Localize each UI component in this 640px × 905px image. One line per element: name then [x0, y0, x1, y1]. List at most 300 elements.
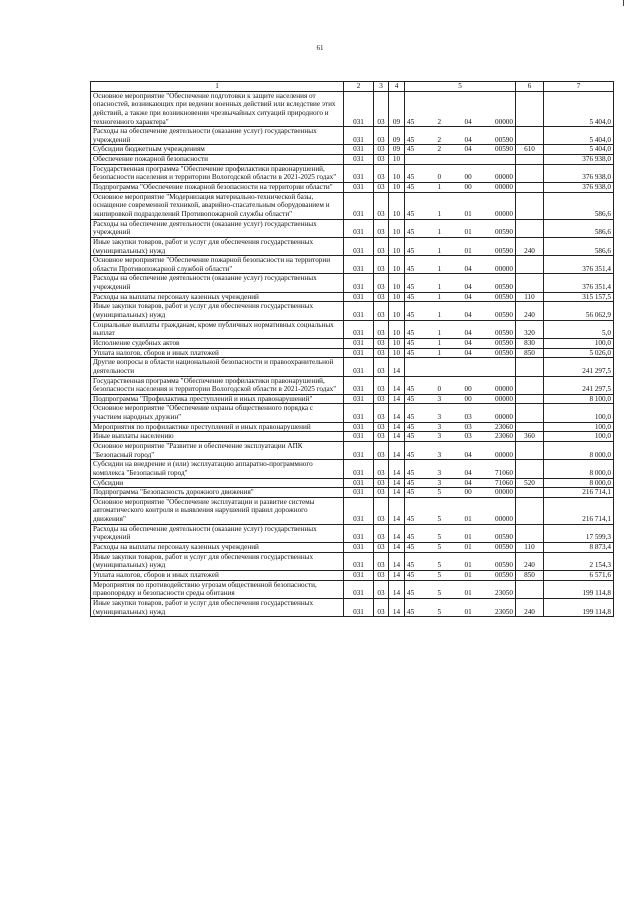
row-target-article	[405, 497, 516, 524]
row-amount: 8 000,0	[544, 460, 614, 478]
row-admin-code: 031	[344, 320, 374, 338]
target-article-part: 00000	[495, 183, 513, 192]
target-article-part: 1	[437, 338, 442, 347]
row-admin-code: 031	[344, 302, 374, 320]
target-article-part: 45	[407, 543, 415, 552]
target-article-parts	[407, 247, 513, 256]
target-article-parts	[407, 451, 513, 460]
row-name: Субсидии на внедрение и (или) эксплуатацию аппаратно-программного комплекса "Безопасный город"	[91, 460, 344, 478]
target-article-part: 3	[437, 413, 442, 422]
target-article-part: 5	[437, 515, 442, 524]
row-section-code: 03	[374, 552, 389, 570]
row-subsection-code: 09	[389, 91, 405, 127]
row-admin-code: 031	[344, 183, 374, 193]
row-admin-code: 031	[344, 292, 374, 302]
row-amount: 6 571,6	[544, 570, 614, 580]
row-section-code: 03	[374, 164, 389, 182]
row-amount: 100,0	[544, 432, 614, 442]
row-amount: 376 351,4	[544, 256, 614, 274]
row-admin-code: 031	[344, 164, 374, 182]
row-subsection-code: 14	[389, 497, 405, 524]
target-article-part: 23060	[495, 432, 513, 441]
row-target-article	[405, 302, 516, 320]
row-section-code: 03	[374, 145, 389, 155]
row-target-article	[405, 552, 516, 570]
row-expense-type: 850	[516, 570, 544, 580]
row-target-article	[405, 580, 516, 598]
target-article-part: 04	[464, 478, 472, 487]
row-section-code: 03	[374, 302, 389, 320]
target-article-part: 1	[437, 228, 442, 237]
row-amount: 17 599,3	[544, 524, 614, 542]
row-subsection-code: 14	[389, 552, 405, 570]
budget-table	[90, 81, 614, 617]
table-row	[91, 598, 614, 616]
row-target-article	[405, 320, 516, 338]
target-article-part: 71060	[495, 468, 513, 477]
row-amount: 586,6	[544, 219, 614, 237]
row-admin-code: 031	[344, 237, 374, 255]
row-amount: 100,0	[544, 338, 614, 348]
row-target-article	[405, 570, 516, 580]
scan-corner-mark	[623, 0, 624, 6]
row-admin-code: 031	[344, 155, 374, 165]
row-name: Мероприятия по противодействию угрозам общественной безопасности, правопорядку и безопасности среды обитания	[91, 580, 344, 598]
header-col-1: 1	[91, 82, 344, 92]
target-article-part: 45	[407, 468, 415, 477]
target-article-part: 03	[464, 422, 472, 431]
target-article-part: 1	[437, 246, 442, 255]
row-amount: 8 873,4	[544, 543, 614, 553]
row-expense-type	[516, 274, 544, 292]
target-article-part: 00	[464, 394, 472, 403]
row-admin-code: 031	[344, 598, 374, 616]
target-article-part: 04	[464, 145, 472, 154]
row-expense-type: 610	[516, 145, 544, 155]
row-target-article	[405, 348, 516, 358]
row-section-code: 03	[374, 570, 389, 580]
row-name: Обеспечение пожарной безопасности	[91, 155, 344, 165]
row-subsection-code: 10	[389, 292, 405, 302]
target-article-part: 00000	[495, 173, 513, 182]
row-section-code: 03	[374, 192, 389, 219]
row-amount: 241 297,5	[544, 376, 614, 394]
row-expense-type	[516, 219, 544, 237]
target-article-part: 45	[407, 348, 415, 357]
target-article-parts	[407, 589, 513, 598]
row-target-article	[405, 338, 516, 348]
target-article-part: 45	[407, 209, 415, 218]
row-name: Основное мероприятие "Обеспечение охраны общественного порядка с участием народных дружин"	[91, 404, 344, 422]
target-article-part: 00	[464, 385, 472, 394]
row-admin-code: 031	[344, 256, 374, 274]
row-amount: 216 714,1	[544, 488, 614, 498]
row-expense-type: 360	[516, 432, 544, 442]
row-subsection-code: 10	[389, 320, 405, 338]
row-target-article	[405, 155, 516, 165]
row-amount: 199 114,8	[544, 580, 614, 598]
row-admin-code: 031	[344, 91, 374, 127]
row-expense-type	[516, 488, 544, 498]
row-amount: 100,0	[544, 404, 614, 422]
header-col-6: 6	[516, 82, 544, 92]
table-row	[91, 478, 614, 488]
row-section-code: 03	[374, 183, 389, 193]
target-article-part: 45	[407, 533, 415, 542]
target-article-parts	[407, 608, 513, 617]
target-article-part: 04	[464, 338, 472, 347]
row-subsection-code: 14	[389, 478, 405, 488]
target-article-part: 23050	[495, 607, 513, 616]
row-amount: 8 000,0	[544, 478, 614, 488]
target-article-part: 45	[407, 561, 415, 570]
target-article-part: 01	[464, 543, 472, 552]
table-row	[91, 570, 614, 580]
header-col-5: 5	[405, 82, 516, 92]
target-article-parts	[407, 136, 513, 145]
table-row	[91, 91, 614, 127]
row-subsection-code: 14	[389, 598, 405, 616]
row-section-code: 03	[374, 219, 389, 237]
row-subsection-code: 14	[389, 404, 405, 422]
row-name: Расходы на выплаты персоналу казенных учреждений	[91, 292, 344, 302]
target-article-part: 00	[464, 183, 472, 192]
row-target-article	[405, 404, 516, 422]
row-name: Иные закупки товаров, работ и услуг для обеспечения государственных (муниципальных) нужд	[91, 598, 344, 616]
row-admin-code: 031	[344, 460, 374, 478]
row-amount: 5,0	[544, 320, 614, 338]
row-name: Основное мероприятие "Развитие и обеспечение эксплуатации АПК "Безопасный город"	[91, 441, 344, 459]
row-admin-code: 031	[344, 552, 374, 570]
target-article-part: 45	[407, 450, 415, 459]
row-subsection-code: 14	[389, 580, 405, 598]
row-expense-type: 240	[516, 237, 544, 255]
row-expense-type	[516, 422, 544, 432]
target-article-part: 45	[407, 478, 415, 487]
row-section-code: 03	[374, 478, 389, 488]
target-article-part: 45	[407, 135, 415, 144]
row-admin-code: 031	[344, 478, 374, 488]
target-article-parts	[407, 395, 513, 404]
target-article-part: 00000	[495, 450, 513, 459]
row-target-article	[405, 274, 516, 292]
target-article-parts	[407, 413, 513, 422]
row-admin-code: 031	[344, 376, 374, 394]
target-article-part: 00590	[495, 283, 513, 292]
row-target-article	[405, 432, 516, 442]
row-expense-type	[516, 155, 544, 165]
row-name: Расходы на обеспечение деятельности (оказание услуг) государственных учреждений	[91, 524, 344, 542]
row-expense-type	[516, 376, 544, 394]
table-row	[91, 358, 614, 376]
target-article-part: 04	[464, 264, 472, 273]
target-article-parts	[407, 293, 513, 302]
table-row	[91, 183, 614, 193]
row-section-code: 03	[374, 91, 389, 127]
target-article-part: 45	[407, 292, 415, 301]
target-article-part: 1	[437, 329, 442, 338]
target-article-parts	[407, 571, 513, 580]
target-article-part: 0	[437, 173, 442, 182]
target-article-part: 3	[437, 394, 442, 403]
target-article-part: 00000	[495, 209, 513, 218]
row-section-code: 03	[374, 274, 389, 292]
table-row	[91, 348, 614, 358]
row-section-code: 03	[374, 497, 389, 524]
target-article-part: 04	[464, 450, 472, 459]
target-article-part: 5	[437, 561, 442, 570]
row-subsection-code: 10	[389, 155, 405, 165]
row-expense-type	[516, 164, 544, 182]
header-col-7: 7	[544, 82, 614, 92]
row-amount: 8 100,0	[544, 394, 614, 404]
row-subsection-code: 14	[389, 460, 405, 478]
row-amount: 199 114,8	[544, 598, 614, 616]
row-target-article	[405, 127, 516, 145]
target-article-part: 03	[464, 413, 472, 422]
table-row	[91, 256, 614, 274]
row-target-article	[405, 488, 516, 498]
target-article-part: 3	[437, 432, 442, 441]
target-article-part: 45	[407, 385, 415, 394]
target-article-part: 0	[437, 385, 442, 394]
target-article-part: 00590	[495, 570, 513, 579]
table-row	[91, 302, 614, 320]
target-article-part: 45	[407, 488, 415, 497]
row-name: Подпрограмма "Профилактика преступлений и иных правонарушений"	[91, 394, 344, 404]
target-article-parts	[407, 118, 513, 127]
target-article-part: 04	[464, 329, 472, 338]
target-article-part: 5	[437, 543, 442, 552]
target-article-part: 04	[464, 283, 472, 292]
row-expense-type	[516, 580, 544, 598]
table-row	[91, 524, 614, 542]
row-name: Основное мероприятие "Модернизация материально-технической базы, оснащение современной техникой, аварийно-спасательным оборудованием и экипировкой подразделений Противопожарной службы области"	[91, 192, 344, 219]
row-section-code: 03	[374, 127, 389, 145]
table-row	[91, 164, 614, 182]
header-col-4: 4	[389, 82, 405, 92]
target-article-part: 3	[437, 422, 442, 431]
target-article-part: 71060	[495, 478, 513, 487]
row-amount: 376 938,0	[544, 155, 614, 165]
target-article-part: 45	[407, 145, 415, 154]
row-name: Расходы на обеспечение деятельности (оказание услуг) государственных учреждений	[91, 219, 344, 237]
target-article-part: 00	[464, 173, 472, 182]
target-article-part: 3	[437, 478, 442, 487]
row-admin-code: 031	[344, 127, 374, 145]
table-row	[91, 292, 614, 302]
row-admin-code: 031	[344, 338, 374, 348]
row-subsection-code: 14	[389, 488, 405, 498]
row-expense-type	[516, 192, 544, 219]
target-article-part: 3	[437, 468, 442, 477]
row-section-code: 03	[374, 524, 389, 542]
target-article-part: 00000	[495, 413, 513, 422]
row-expense-type	[516, 91, 544, 127]
row-expense-type: 830	[516, 338, 544, 348]
row-admin-code: 031	[344, 441, 374, 459]
table-row	[91, 145, 614, 155]
row-amount: 586,6	[544, 237, 614, 255]
row-section-code: 03	[374, 338, 389, 348]
target-article-parts	[407, 210, 513, 219]
target-article-part: 00590	[495, 348, 513, 357]
row-target-article	[405, 394, 516, 404]
target-article-part: 01	[464, 228, 472, 237]
row-target-article	[405, 460, 516, 478]
target-article-part: 45	[407, 515, 415, 524]
row-amount: 315 157,5	[544, 292, 614, 302]
row-section-code: 03	[374, 422, 389, 432]
row-amount: 376 938,0	[544, 164, 614, 182]
target-article-part: 04	[464, 292, 472, 301]
row-expense-type: 110	[516, 543, 544, 553]
row-section-code: 03	[374, 488, 389, 498]
row-name: Субсидии бюджетным учреждениям	[91, 145, 344, 155]
target-article-parts	[407, 173, 513, 182]
target-article-part: 45	[407, 422, 415, 431]
target-article-part: 01	[464, 515, 472, 524]
target-article-parts	[407, 488, 513, 497]
target-article-parts	[407, 228, 513, 237]
row-expense-type	[516, 497, 544, 524]
target-article-part: 00000	[495, 264, 513, 273]
row-target-article	[405, 192, 516, 219]
row-subsection-code: 10	[389, 302, 405, 320]
target-article-part: 23060	[495, 422, 513, 431]
row-amount: 5 026,0	[544, 348, 614, 358]
target-article-part: 1	[437, 264, 442, 273]
header-col-3: 3	[374, 82, 389, 92]
table-row	[91, 552, 614, 570]
row-admin-code: 031	[344, 358, 374, 376]
table-row	[91, 460, 614, 478]
row-target-article	[405, 376, 516, 394]
target-article-part: 45	[407, 329, 415, 338]
target-article-part: 5	[437, 488, 442, 497]
row-expense-type	[516, 524, 544, 542]
target-article-part: 01	[464, 246, 472, 255]
row-subsection-code: 14	[389, 394, 405, 404]
table-row	[91, 237, 614, 255]
row-target-article	[405, 237, 516, 255]
row-section-code: 03	[374, 358, 389, 376]
row-admin-code: 031	[344, 192, 374, 219]
row-section-code: 03	[374, 320, 389, 338]
row-target-article	[405, 145, 516, 155]
row-section-code: 03	[374, 404, 389, 422]
target-article-part: 3	[437, 450, 442, 459]
table-row	[91, 580, 614, 598]
table-row	[91, 441, 614, 459]
target-article-part: 04	[464, 135, 472, 144]
target-article-part: 01	[464, 533, 472, 542]
row-name: Подпрограмма "Безопасность дорожного движения"	[91, 488, 344, 498]
table-row	[91, 338, 614, 348]
target-article-part: 1	[437, 209, 442, 218]
row-subsection-code: 10	[389, 256, 405, 274]
row-section-code: 03	[374, 432, 389, 442]
row-target-article	[405, 292, 516, 302]
target-article-part: 23050	[495, 589, 513, 598]
row-expense-type: 240	[516, 552, 544, 570]
target-article-part: 00000	[495, 488, 513, 497]
target-article-part: 2	[437, 117, 442, 126]
target-article-part: 04	[464, 348, 472, 357]
budget-table-body	[91, 91, 614, 617]
target-article-part: 5	[437, 533, 442, 542]
target-article-part: 2	[437, 145, 442, 154]
target-article-part: 45	[407, 311, 415, 320]
row-expense-type: 240	[516, 598, 544, 616]
row-amount: 5 404,0	[544, 91, 614, 127]
table-row	[91, 543, 614, 553]
table-row	[91, 432, 614, 442]
row-name: Расходы на выплаты персоналу казенных учреждений	[91, 543, 344, 553]
row-expense-type	[516, 404, 544, 422]
target-article-part: 00590	[495, 329, 513, 338]
row-subsection-code: 10	[389, 219, 405, 237]
target-article-part: 45	[407, 173, 415, 182]
target-article-part: 04	[464, 311, 472, 320]
row-section-code: 03	[374, 348, 389, 358]
row-subsection-code: 09	[389, 145, 405, 155]
target-article-parts	[407, 265, 513, 274]
target-article-part: 5	[437, 589, 442, 598]
row-name: Иные закупки товаров, работ и услуг для обеспечения государственных (муниципальных) нужд	[91, 302, 344, 320]
row-section-code: 03	[374, 292, 389, 302]
row-target-article	[405, 164, 516, 182]
target-article-parts	[407, 515, 513, 524]
target-article-part: 00000	[495, 394, 513, 403]
target-article-parts	[407, 432, 513, 441]
target-article-parts	[407, 469, 513, 478]
row-name: Государственная программа "Обеспечение профилактики правонарушений, безопасности населения и территории Вологодской области в 2021-2025 годах"	[91, 164, 344, 182]
row-admin-code: 031	[344, 422, 374, 432]
row-amount: 2 154,3	[544, 552, 614, 570]
row-amount: 56 062,9	[544, 302, 614, 320]
row-expense-type	[516, 394, 544, 404]
row-amount: 241 297,5	[544, 358, 614, 376]
target-article-part: 00590	[495, 311, 513, 320]
row-admin-code: 031	[344, 488, 374, 498]
row-subsection-code: 14	[389, 358, 405, 376]
target-article-part: 5	[437, 607, 442, 616]
target-article-part: 00590	[495, 135, 513, 144]
target-article-part: 04	[464, 468, 472, 477]
row-name: Мероприятия по профилактике преступлений и иных правонарушений	[91, 422, 344, 432]
target-article-part: 00590	[495, 533, 513, 542]
row-section-code: 03	[374, 256, 389, 274]
row-subsection-code: 14	[389, 432, 405, 442]
row-admin-code: 031	[344, 570, 374, 580]
row-expense-type	[516, 441, 544, 459]
row-subsection-code: 10	[389, 183, 405, 193]
table-row	[91, 320, 614, 338]
table-row	[91, 497, 614, 524]
target-article-part: 00590	[495, 543, 513, 552]
row-admin-code: 031	[344, 580, 374, 598]
row-target-article	[405, 183, 516, 193]
target-article-part: 45	[407, 283, 415, 292]
row-target-article	[405, 358, 516, 376]
table-row	[91, 394, 614, 404]
target-article-part: 1	[437, 348, 442, 357]
target-article-part: 45	[407, 183, 415, 192]
table-row	[91, 274, 614, 292]
row-admin-code: 031	[344, 432, 374, 442]
row-admin-code: 031	[344, 219, 374, 237]
